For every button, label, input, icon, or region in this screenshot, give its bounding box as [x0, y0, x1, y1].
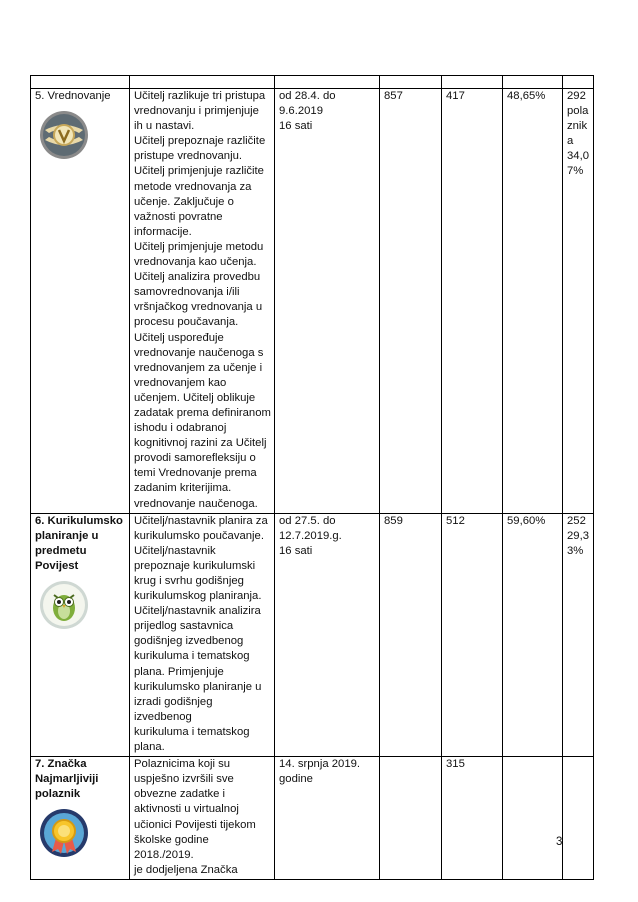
course-name: 5. Vrednovanje [35, 90, 111, 102]
completed-count: 252 29,33% [563, 513, 594, 757]
empty-cell [442, 76, 503, 89]
completed-count [563, 757, 594, 880]
empty-cell [275, 76, 380, 89]
course-name-cell [31, 757, 130, 880]
course-name-cell [31, 89, 130, 514]
course-description: Polaznicima koji su uspješno izvršili sve obvezne zadatke i aktivnosti u virtualnoj učionici Povijesti tijekom školske godine 2018./2019. je dodjeljena Značka [130, 757, 275, 880]
participation-percent [503, 757, 563, 880]
participation-percent: 59,60% [503, 513, 563, 757]
enrolled-count [380, 757, 442, 880]
course-description: Učitelj razlikuje tri pristupa vrednovanju i primjenjuje ih u nastavi. Učitelj prepoznaje različite pristupe vrednovanju. Učitelj primjenjuje različite metode vrednovanja za učenje. Zaključuje o važnosti povratne informacije. Učitelj primjenjuje metodu vrednovanja kao učenja. Učitelj analizira provedbu samovrednovanja i/ili vršnjačkog vrednovanja u procesu poučavanja. Učitelj uspoređuje vrednovanje naučenoga s vrednovanjem za učenje i vrednovanjem kao učenjem. Učitelj oblikuje zadatak prema definiranom ishodu i odabranoj kognitivnoj razini za Učitelj provodi samorefleksiju o temi Vrednovanje prema zadanim kriterijima. vrednovanje naučenoga. [130, 89, 275, 514]
course-name: 6. Kurikulumsko planiranje u predmetu Povijest [35, 514, 123, 572]
table-row [31, 89, 594, 514]
participants-count: 417 [442, 89, 503, 514]
course-date: 14. srpnja 2019. godine [275, 757, 380, 880]
table-row [31, 513, 594, 757]
course-description: Učitelj/nastavnik planira za kurikulumsko poučavanje. Učitelj/nastavnik prepoznaje kurikulumski krug i svrhu godišnjeg kurikulumskog planiranja. Učitelj/nastavnik analizira prijedlog sastavnica godišnjeg izvedbenog kurikuluma i tematskog plana. Primjenjuje kurikulumsko planiranje u izradi godišnjeg izvedbenog kurikuluma i tematskog plana. [130, 513, 275, 757]
empty-cell [380, 76, 442, 89]
course-table [30, 75, 594, 880]
course-name: 7. Značka Najmarljiviji polaznik [35, 758, 99, 801]
owl-badge-icon [39, 580, 89, 630]
empty-cell [503, 76, 563, 89]
participants-count: 512 [442, 513, 503, 757]
participation-percent: 48,65% [503, 89, 563, 514]
medal-badge-icon [39, 808, 89, 858]
table-header-row-empty [31, 76, 594, 89]
v-letter-badge-icon [39, 110, 89, 160]
course-name-cell [31, 513, 130, 757]
course-date: od 27.5. do 12.7.2019.g. 16 sati [275, 513, 380, 757]
completed-count: 292 polaznika 34,07% [563, 89, 594, 514]
participants-count: 315 [442, 757, 503, 880]
empty-cell [31, 76, 130, 89]
empty-cell [130, 76, 275, 89]
table-row [31, 757, 594, 880]
course-date: od 28.4. do 9.6.2019 16 sati [275, 89, 380, 514]
empty-cell [563, 76, 594, 89]
enrolled-count: 859 [380, 513, 442, 757]
enrolled-count: 857 [380, 89, 442, 514]
page-number: 3 [556, 836, 563, 848]
